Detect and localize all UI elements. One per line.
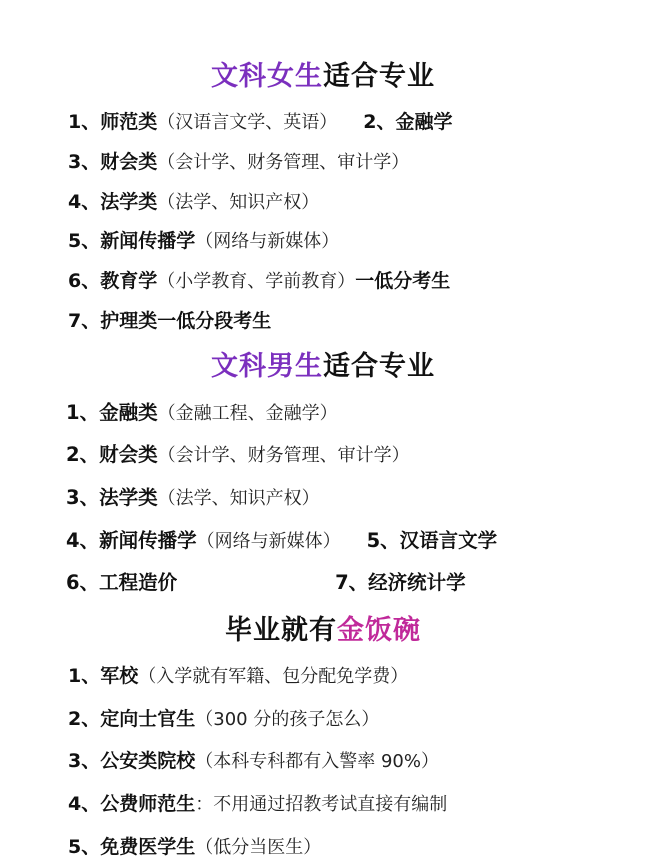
- item-number: 1、: [68, 110, 101, 133]
- item-number-2: 5、: [366, 528, 400, 552]
- section-title-rest: 适合专业: [323, 61, 435, 92]
- list-item: [68, 790, 596, 819]
- item-number: 4、: [68, 190, 101, 213]
- section-title: [34, 614, 612, 648]
- section-title-rest: 毕业就有: [225, 614, 337, 646]
- item-number: 4、: [68, 793, 101, 816]
- item-number: 1、: [68, 664, 101, 687]
- list-item: [66, 483, 596, 513]
- item-sub: （法学、知识产权）: [157, 488, 320, 509]
- list-item: [68, 148, 596, 177]
- item-number: 3、: [66, 486, 100, 509]
- item-sub: （入学就有军籍、包分配免学费）: [138, 665, 409, 687]
- list-item: [68, 227, 596, 256]
- list-item: [68, 188, 596, 217]
- section-title-highlight: 文科男生: [211, 351, 323, 382]
- list-item: [68, 747, 596, 776]
- item-key: 护理类一低分段考生: [100, 310, 272, 333]
- item-number: 6、: [68, 270, 101, 293]
- section-liberal-arts-male: [34, 350, 612, 598]
- item-key: 工程造价: [99, 571, 178, 595]
- item-sub: （法学、知识产权）: [157, 191, 320, 213]
- section-title-highlight: 金饭碗: [337, 614, 421, 646]
- item-key-2: 经济统计学: [368, 571, 466, 595]
- item-sub: （300 分的孩子怎么）: [195, 708, 380, 730]
- list-item: [66, 526, 596, 556]
- list-item: [68, 705, 596, 734]
- item-key: 免费医学生: [100, 836, 196, 859]
- item-number-2: 7、: [335, 571, 369, 595]
- item-key: 军校: [100, 664, 139, 687]
- item-sub: （本科专科都有入警率 90%）: [195, 751, 439, 773]
- item-key-2: 汉语言文学: [399, 528, 498, 552]
- item-sub: （金融工程、金融学）: [157, 402, 338, 424]
- list-item: [68, 108, 596, 137]
- item-key: 财会类: [99, 443, 158, 467]
- item-key: 师范类: [100, 110, 158, 133]
- item-number: 7、: [68, 310, 101, 333]
- item-key: 新闻传播学: [99, 528, 197, 552]
- item-sub: （网络与新媒体）: [195, 231, 340, 253]
- section-title: [34, 350, 612, 384]
- section-golden-career: [34, 614, 612, 862]
- item-sub: ：不用通过招教考试直接有编制: [195, 794, 448, 816]
- section-liberal-arts-female: [34, 60, 612, 336]
- section-title-rest: 适合专业: [323, 351, 435, 382]
- item-tail: 一低分考生: [355, 270, 451, 293]
- item-key: 定向士官生: [100, 707, 196, 730]
- item-number: 5、: [68, 230, 101, 253]
- item-key-2: 金融学: [395, 110, 453, 133]
- section-title: [34, 60, 612, 94]
- section-title-highlight: 文科女生: [211, 61, 323, 92]
- item-number: 3、: [68, 150, 101, 173]
- item-sub: （网络与新媒体）: [196, 530, 341, 552]
- section-list: [34, 398, 612, 598]
- item-sub: （汉语言文学、英语）: [157, 111, 338, 133]
- list-item: [68, 267, 596, 296]
- item-number: 1、: [66, 400, 100, 424]
- item-number-2: 2、: [363, 110, 396, 133]
- list-item: [66, 440, 596, 470]
- item-key: 法学类: [100, 190, 158, 213]
- list-item: [66, 568, 596, 598]
- list-item: [68, 833, 596, 862]
- item-number: 2、: [68, 707, 101, 730]
- item-sub: （低分当医生）: [195, 837, 322, 859]
- list-item: [66, 398, 596, 428]
- list-item: [68, 662, 596, 691]
- item-key: 教育学: [100, 270, 158, 293]
- item-number: 5、: [68, 836, 101, 859]
- item-sub: （会计学、财务管理、审计学）: [157, 445, 410, 467]
- item-number: 3、: [68, 750, 101, 773]
- item-key: 新闻传播学: [100, 230, 196, 253]
- item-key: 公费师范生: [100, 793, 196, 816]
- item-key: 金融类: [99, 400, 158, 424]
- item-sub: （会计学、财务管理、审计学）: [157, 151, 410, 173]
- item-number: 6、: [66, 571, 100, 595]
- section-list: [34, 662, 612, 862]
- item-key: 财会类: [100, 150, 158, 173]
- item-key: 法学类: [99, 486, 158, 509]
- item-sub: （小学教育、学前教育）: [157, 271, 356, 293]
- list-item: [68, 307, 596, 336]
- item-number: 2、: [66, 443, 100, 467]
- section-list: [34, 108, 612, 336]
- item-number: 4、: [66, 528, 100, 552]
- item-key: 公安类院校: [100, 750, 196, 773]
